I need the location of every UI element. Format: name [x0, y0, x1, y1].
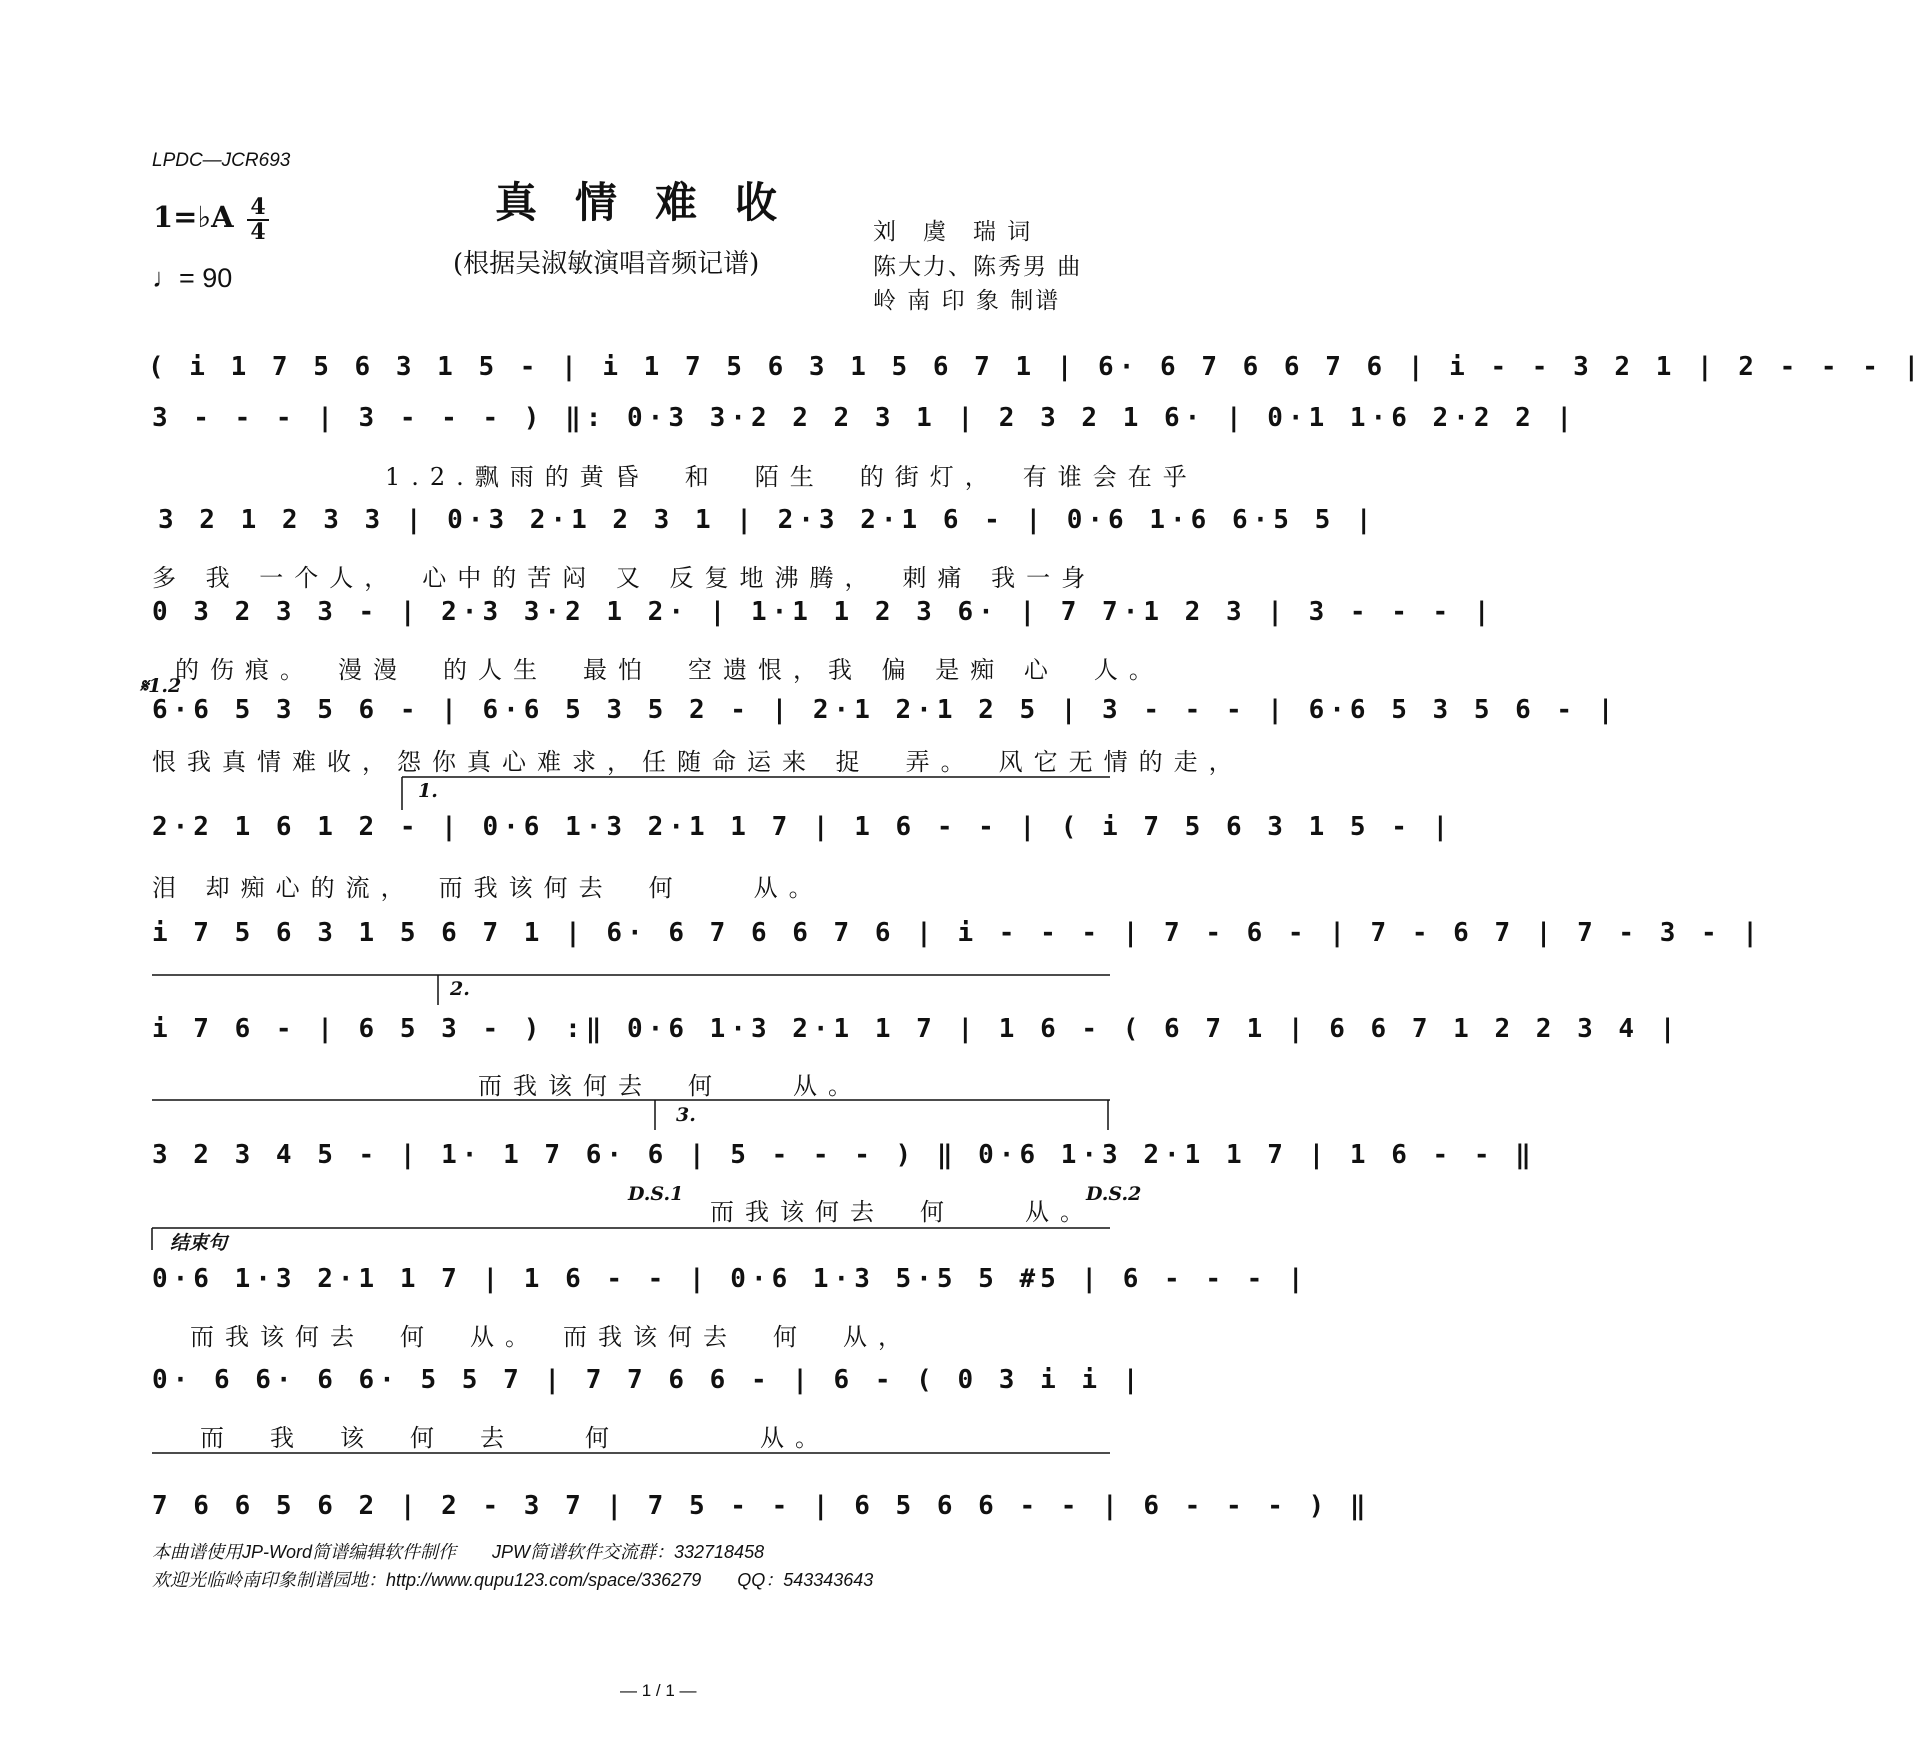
composer-credit: 陈大力、陈秀男 曲 [873, 254, 1083, 280]
music-line-10: 0·6 1·3 2·1 1 7 | 1 6 - - | 0·6 1·3 5·5 5 #5 | 6 - - - | [152, 1264, 1309, 1294]
lyric-line-5: 恨我真情难收，怨你真心难求，任随命运来 捉 弄。 风它无情的走， [152, 748, 1244, 776]
tempo-marking: ♩= 90 [152, 263, 233, 293]
meter-bottom: 4 [247, 219, 269, 244]
lyric-line-2: 1.2.飘雨的黄昏 和 陌生 的街灯， 有谁会在乎 [385, 463, 1198, 491]
arranger-credit: 岭 南 印 象 制谱 [873, 288, 1061, 314]
music-line-12: 7 6 6 5 6 2 | 2 - 3 7 | 7 5 - - | 6 5 6 6 - - | 6 - - - ) ‖ [152, 1491, 1371, 1521]
music-line-4: 0 3 2 3 3 - | 2·3 3·2 1 2· | 1·1 1 2 3 6· | 7 7·1 2 3 | 3 - - - | [152, 597, 1495, 627]
music-line-11: 0· 6 6· 6 6· 5 5 7 | 7 7 6 6 - | 6 - ( 0 3 i i | [152, 1365, 1144, 1395]
meter-top: 4 [250, 194, 266, 220]
lyric-line-9: 而我该何去 何 从。 [710, 1198, 1095, 1226]
volta-1-label: 1. [418, 780, 438, 802]
ending-label: 结束句 [170, 1232, 228, 1254]
music-line-7: i 7 5 6 3 1 5 6 7 1 | 6· 6 7 6 6 7 6 | i - - - | 7 - 6 - | 7 - 6 7 | 7 - 3 - | [152, 918, 1763, 948]
footer-software-note: 本曲谱使用JP-Word简谱编辑软件制作 JPW简谱软件交流群：332718458 [152, 1542, 765, 1562]
music-line-2: 3 - - - | 3 - - - ) ‖: 0·3 3·2 2 2 3 1 | 2 3 2 1 6· | 0·1 1·6 2·2 2 | [152, 403, 1578, 433]
key-signature: 1=♭A [153, 200, 234, 234]
ds1-label: D.S.1 [628, 1183, 684, 1205]
music-line-3: 3 2 1 2 3 3 | 0·3 2·1 2 3 1 | 2·3 2·1 6 - | 0·6 1·6 6·5 5 | [158, 505, 1377, 535]
song-title: 真情难收 [495, 178, 816, 227]
segno-label: 𝄋1.2 [140, 675, 182, 697]
volta-2-label: 2. [450, 978, 470, 1000]
ds2-label: D.S.2 [1086, 1183, 1142, 1205]
music-line-1: ( i 1 7 5 6 3 1 5 - | i 1 7 5 6 3 1 5 6 7 1 | 6· 6 7 6 6 7 6 | i - - 3 2 1 | 2 - - - | [148, 352, 1924, 382]
music-line-9: 3 2 3 4 5 - | 1· 1 7 6· 6 | 5 - - - ) ‖ 0·6 1·3 2·1 1 7 | 1 6 - - ‖ [152, 1140, 1536, 1170]
music-line-8: i 7 6 - | 6 5 3 - ) :‖ 0·6 1·3 2·1 1 7 | 1 6 - ( 6 7 1 | 6 6 7 1 2 2 3 4 | [152, 1014, 1681, 1044]
music-line-6: 2·2 1 6 1 2 - | 0·6 1·3 2·1 1 7 | 1 6 - - | ( i 7 5 6 3 1 5 - | [152, 812, 1454, 842]
lyric-line-4: 的伤痕。 漫漫 的人生 最怕 空遗恨，我 偏 是痴 心 人。 [175, 656, 1164, 684]
lyric-line-11: 而 我 该 何 去 何 从。 [200, 1424, 830, 1452]
lyric-line-10: 而我该何去 何 从。 而我该何去 何 从， [190, 1323, 913, 1351]
song-subtitle: (根据吴淑敏演唱音频记谱) [453, 249, 760, 279]
music-line-5: 6·6 5 3 5 6 - | 6·6 5 3 5 2 - | 2·1 2·1 2 5 | 3 - - - | 6·6 5 3 5 6 - | [152, 695, 1619, 725]
lyricist-credit: 刘 虞 瑞 词 [873, 219, 1033, 245]
lyric-line-3: 多 我 一个人， 心中的苦闷 又 反复地沸腾， 刺痛 我一身 [152, 564, 1097, 592]
volta-3-label: 3. [676, 1104, 696, 1126]
footer-website-note: 欢迎光临岭南印象制谱园地：http://www.qupu123.com/space/336279 QQ：543343643 [152, 1570, 874, 1590]
document-id: LPDC—JCR693 [152, 150, 291, 171]
lyric-line-8: 而我该何去 何 从。 [478, 1072, 863, 1100]
lyric-line-6: 泪 却痴心的流， 而我该何去 何 从。 [152, 874, 824, 902]
page-number: — 1 / 1 — [620, 1681, 697, 1700]
